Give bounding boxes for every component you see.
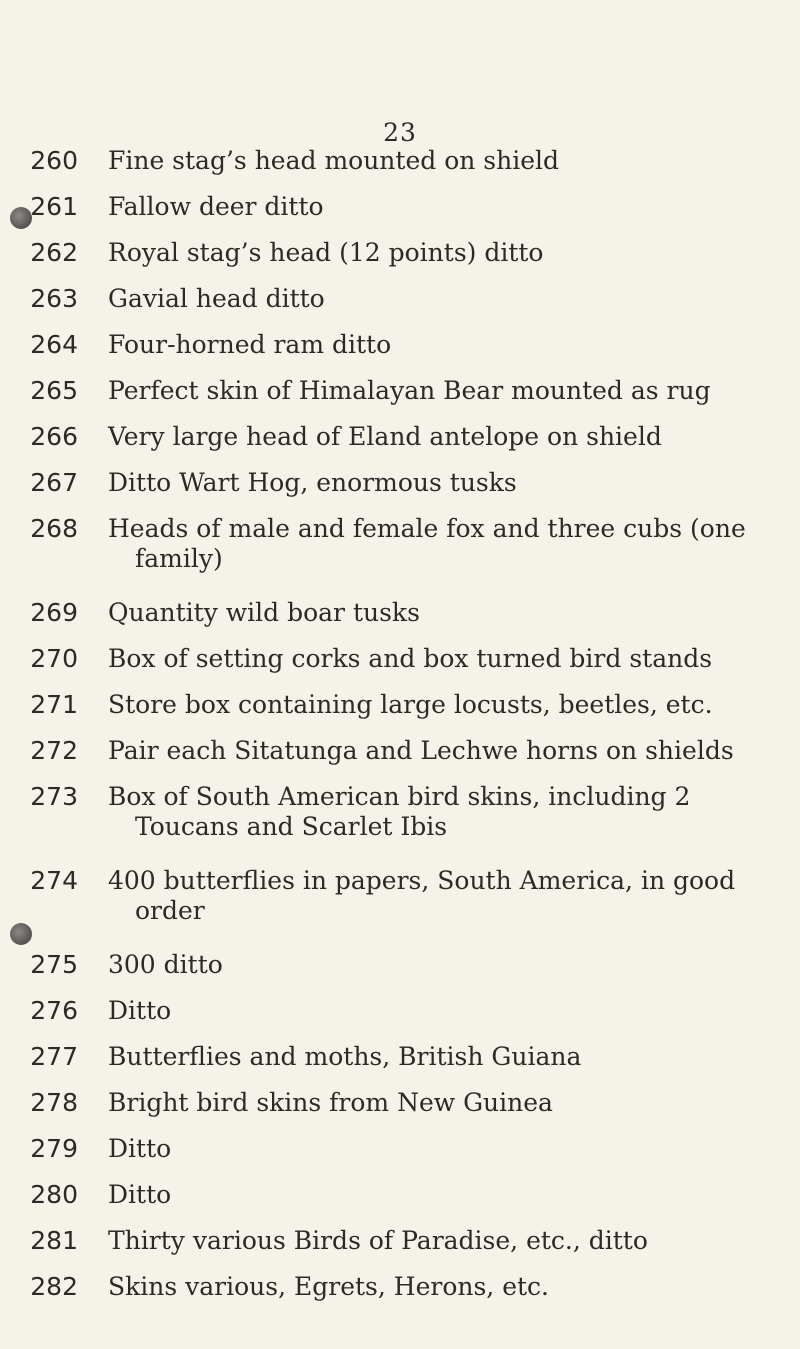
- lot-description-continuation: Toucans and Scarlet Ibis: [135, 812, 448, 841]
- lot-item: [0, 1126, 800, 1172]
- lot-number: 261: [30, 192, 78, 221]
- lot-description: Ditto: [108, 996, 172, 1025]
- lot-description: Thirty various Birds of Paradise, etc., ditto: [108, 1226, 648, 1255]
- lot-item: [0, 1034, 800, 1080]
- lot-description: Ditto: [108, 1180, 172, 1209]
- lot-item: [0, 728, 800, 774]
- lot-item: [0, 138, 800, 184]
- lot-description: Fallow deer ditto: [108, 192, 324, 221]
- lot-number: 282: [30, 1272, 78, 1301]
- lot-item: [0, 942, 800, 988]
- lot-description: Quantity wild boar tusks: [108, 598, 420, 627]
- lot-description-line: Heads of male and female fox and three cubs (one: [108, 514, 746, 543]
- lot-item: [0, 322, 800, 368]
- lot-description: Store box containing large locusts, beetles, etc.: [108, 690, 713, 719]
- lot-number: 260: [30, 146, 78, 175]
- lot-description-continuation: family): [135, 544, 223, 573]
- lot-description-line: 400 butterflies in papers, South America, in good: [108, 866, 736, 895]
- lot-number: 270: [30, 644, 78, 673]
- lot-number: 280: [30, 1180, 78, 1209]
- lot-item: [0, 460, 800, 506]
- lot-description: [108, 858, 788, 926]
- lot-number: 278: [30, 1088, 78, 1117]
- lot-item: [0, 414, 800, 460]
- lot-description-continuation: order: [135, 896, 205, 925]
- page-number: 23: [383, 118, 417, 147]
- lot-item: [0, 506, 800, 590]
- lot-description: Very large head of Eland antelope on shield: [108, 422, 662, 451]
- lot-description: Fine stag’s head mounted on shield: [108, 146, 560, 175]
- lot-number: 266: [30, 422, 78, 451]
- lot-description: Box of setting corks and box turned bird stands: [108, 644, 713, 673]
- lot-item: [0, 682, 800, 728]
- lot-item: [0, 590, 800, 636]
- lot-item: [0, 636, 800, 682]
- lot-item: [0, 774, 800, 858]
- lot-number: 265: [30, 376, 78, 405]
- lot-description: [108, 506, 788, 574]
- lot-number: 277: [30, 1042, 78, 1071]
- lot-item: [0, 1264, 800, 1310]
- lot-number: 275: [30, 950, 78, 979]
- lot-number: 269: [30, 598, 78, 627]
- lot-number: 273: [30, 782, 78, 811]
- lot-item: [0, 276, 800, 322]
- lot-number: 272: [30, 736, 78, 765]
- lot-item: [0, 1172, 800, 1218]
- lot-number: 281: [30, 1226, 78, 1255]
- lot-item: [0, 184, 800, 230]
- lot-description: [108, 774, 788, 842]
- lot-item: [0, 1080, 800, 1126]
- lot-description: Gavial head ditto: [108, 284, 325, 313]
- lot-number: 268: [30, 514, 78, 543]
- lot-description: 300 ditto: [108, 950, 223, 979]
- lot-description: Four-horned ram ditto: [108, 330, 392, 359]
- lot-number: 271: [30, 690, 78, 719]
- lot-item: [0, 858, 800, 942]
- lot-description: Butterflies and moths, British Guiana: [108, 1042, 582, 1071]
- lot-description: Skins various, Egrets, Herons, etc.: [108, 1272, 549, 1301]
- lot-description: Bright bird skins from New Guinea: [108, 1088, 553, 1117]
- lot-description: Ditto: [108, 1134, 172, 1163]
- lot-number: 262: [30, 238, 78, 267]
- lot-description-line: Box of South American bird skins, including 2: [108, 782, 691, 811]
- lot-description: Royal stag’s head (12 points) ditto: [108, 238, 544, 267]
- lot-number: 276: [30, 996, 78, 1025]
- lot-description: Ditto Wart Hog, enormous tusks: [108, 468, 517, 497]
- lot-number: 263: [30, 284, 78, 313]
- lot-item: [0, 368, 800, 414]
- lot-item: [0, 1218, 800, 1264]
- lot-description: Pair each Sitatunga and Lechwe horns on shields: [108, 736, 734, 765]
- lot-number: 264: [30, 330, 78, 359]
- lot-item: [0, 988, 800, 1034]
- lot-number: 274: [30, 866, 78, 895]
- lot-number: 267: [30, 468, 78, 497]
- lot-list: [0, 138, 800, 1310]
- lot-item: [0, 230, 800, 276]
- lot-number: 279: [30, 1134, 78, 1163]
- lot-description: Perfect skin of Himalayan Bear mounted as rug: [108, 376, 711, 405]
